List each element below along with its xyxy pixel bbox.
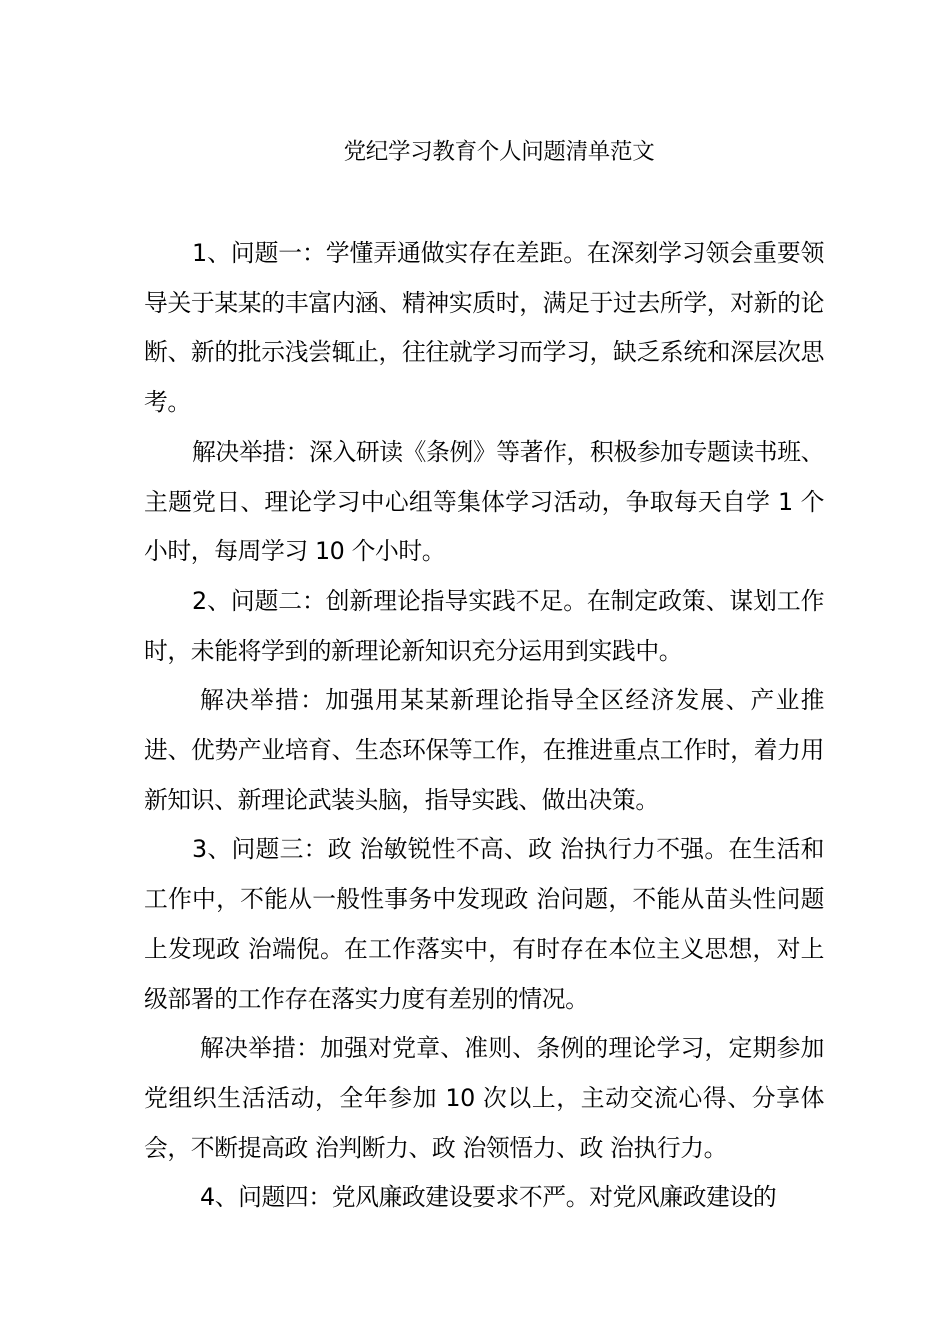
paragraph-solution-2: 解决举措：加强用某某新理论指导全区经济发展、产业推进、优势产业培育、生态环保等工作，在推进重点工作时，着力用新知识、新理论武装头脑，指导实践、做出决策。 <box>144 686 824 814</box>
document-body <box>144 229 824 1223</box>
paragraph-solution-3: 解决举措：加强对党章、准则、条例的理论学习，定期参加党组织生活活动，全年参加 10 次以上，主动交流心得、分享体会，不断提高政 治判断力、政 治领悟力、政 治执行力。 <box>144 1034 824 1162</box>
document-title: 党纪学习教育个人问题清单范文 <box>343 139 655 165</box>
paragraph-problem-1: 1、问题一：学懂弄通做实存在差距。在深刻学习领会重要领导关于某某的丰富内涵、精神实质时，满足于过去所学，对新的论断、新的批示浅尝辄止，往往就学习而学习，缺乏系统和深层次思考。 <box>144 239 824 417</box>
paragraph-problem-3: 3、问题三：政 治敏锐性不高、政 治执行力不强。在生活和工作中，不能从一般性事务中发现政 治问题，不能从苗头性问题上发现政 治端倪。在工作落实中，有时存在本位主义思想，对上级部署的工作存在落实力度有差别的情况。 <box>144 835 824 1013</box>
paragraph-problem-4: 4、问题四：党风廉政建设要求不严。对党风廉政建设的 <box>200 1183 777 1212</box>
paragraph-solution-1: 解决举措：深入研读《条例》等著作，积极参加专题读书班、主题党日、理论学习中心组等集体学习活动，争取每天自学 1 个小时，每周学习 10 个小时。 <box>144 437 824 566</box>
paragraph-problem-2: 2、问题二：创新理论指导实践不足。在制定政策、谋划工作时，未能将学到的新理论新知识充分运用到实践中。 <box>144 586 824 665</box>
